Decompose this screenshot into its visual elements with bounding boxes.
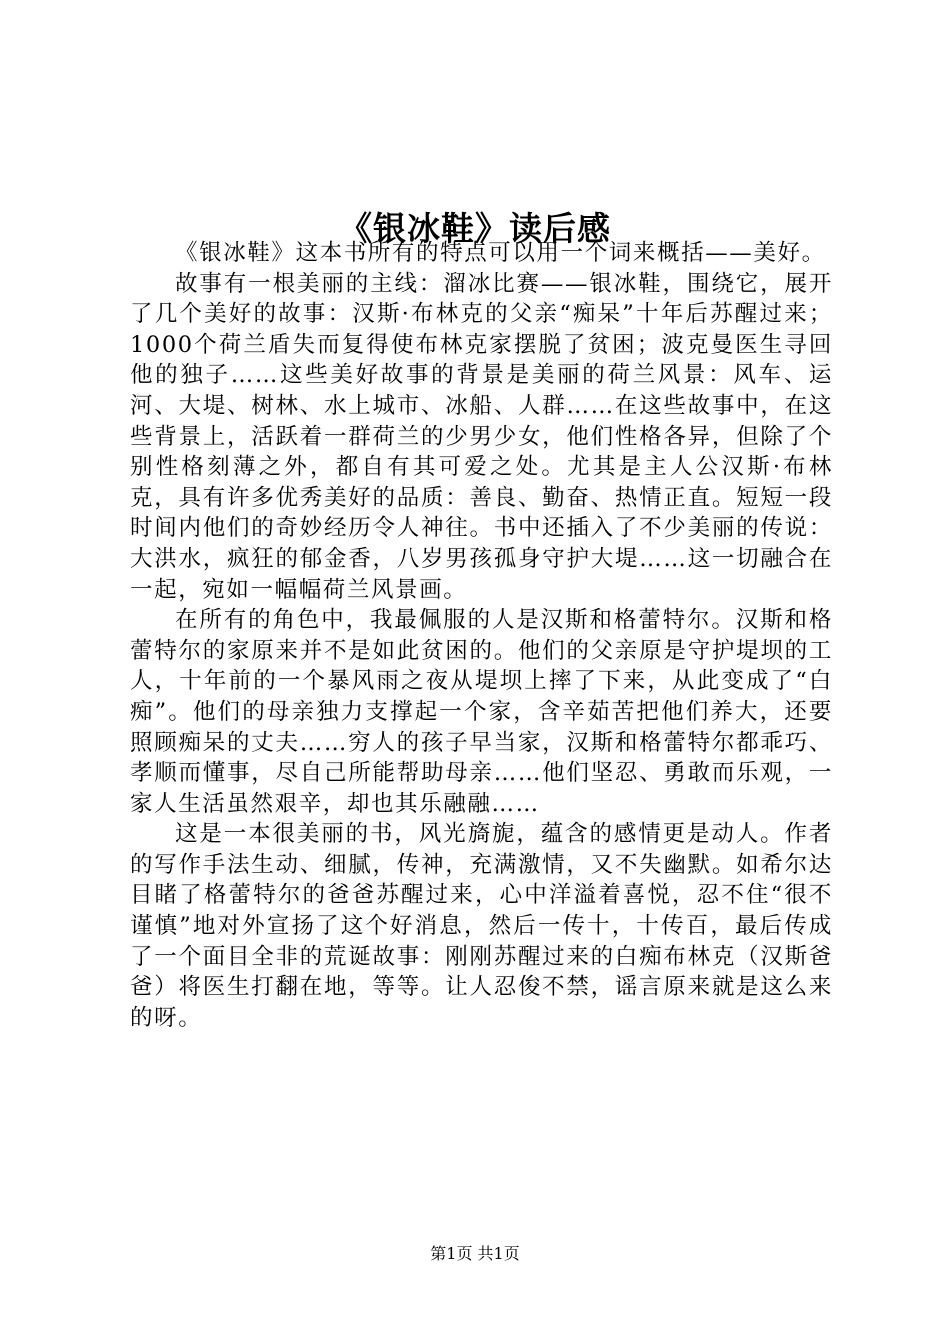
document-body — [130, 238, 833, 1033]
page-number-footer: 第1页 共1页 — [430, 1244, 520, 1263]
paragraph: 故事有一根美丽的主线：溜冰比赛——银冰鞋，围绕它，展开了几个美好的故事：汉斯·布林克的父亲“痴呆”十年后苏醒过来；1000个荷兰盾失而复得使布林克家摆脱了贫困；波克曼医生寻回他的独子……这些美好故事的背景是美丽的荷兰风景：风车、运河、大堤、树林、水上城市、冰船、人群……在这些故事中，在这些背景上，活跃着一群荷兰的少男少女，他们性格各异，但除了个别性格刻薄之外，都自有其可爱之处。尤其是主人公汉斯·布林克，具有许多优秀美好的品质：善良、勤奋、热情正直。短短一段时间内他们的奇妙经历令人神往。书中还插入了不少美丽的传说：大洪水，疯狂的郁金香，八岁男孩孤身守护大堤……这一切融合在一起，宛如一幅幅荷兰风景画。 — [130, 270, 833, 603]
document-title: 《银冰鞋》读后感 — [339, 209, 611, 249]
paragraph: 《银冰鞋》这本书所有的特点可以用一个词来概括——美好。 — [175, 240, 826, 266]
paragraph: 在所有的角色中，我最佩服的人是汉斯和格蕾特尔。汉斯和格蕾特尔的家原来并不是如此贫困的。他们的父亲原是守护堤坝的工人，十年前的一个暴风雨之夜从堤坝上摔了下来，从此变成了“白痴”。他们的母亲独力支撑起一个家，含辛茹苦把他们养大，还要照顾痴呆的丈夫……穷人的孩子早当家，汉斯和格蕾特尔都乖巧、孝顺而懂事，尽自己所能帮助母亲……他们坚忍、勇敢而乐观，一家人生活虽然艰辛，却也其乐融融…… — [130, 607, 833, 817]
paragraph: 这是一本很美丽的书，风光旖旎，蕴含的感情更是动人。作者的写作手法生动、细腻，传神，充满激情，又不失幽默。如希尔达目睹了格蕾特尔的爸爸苏醒过来，心中洋溢着喜悦，忍不住“很不谨慎”地对外宣扬了这个好消息，然后一传十，十传百，最后传成了一个面目全非的荒诞故事：刚刚苏醒过来的白痴布林克（汉斯爸爸）将医生打翻在地，等等。让人忍俊不禁，谣言原来就是这么来的呀。 — [130, 821, 833, 1031]
